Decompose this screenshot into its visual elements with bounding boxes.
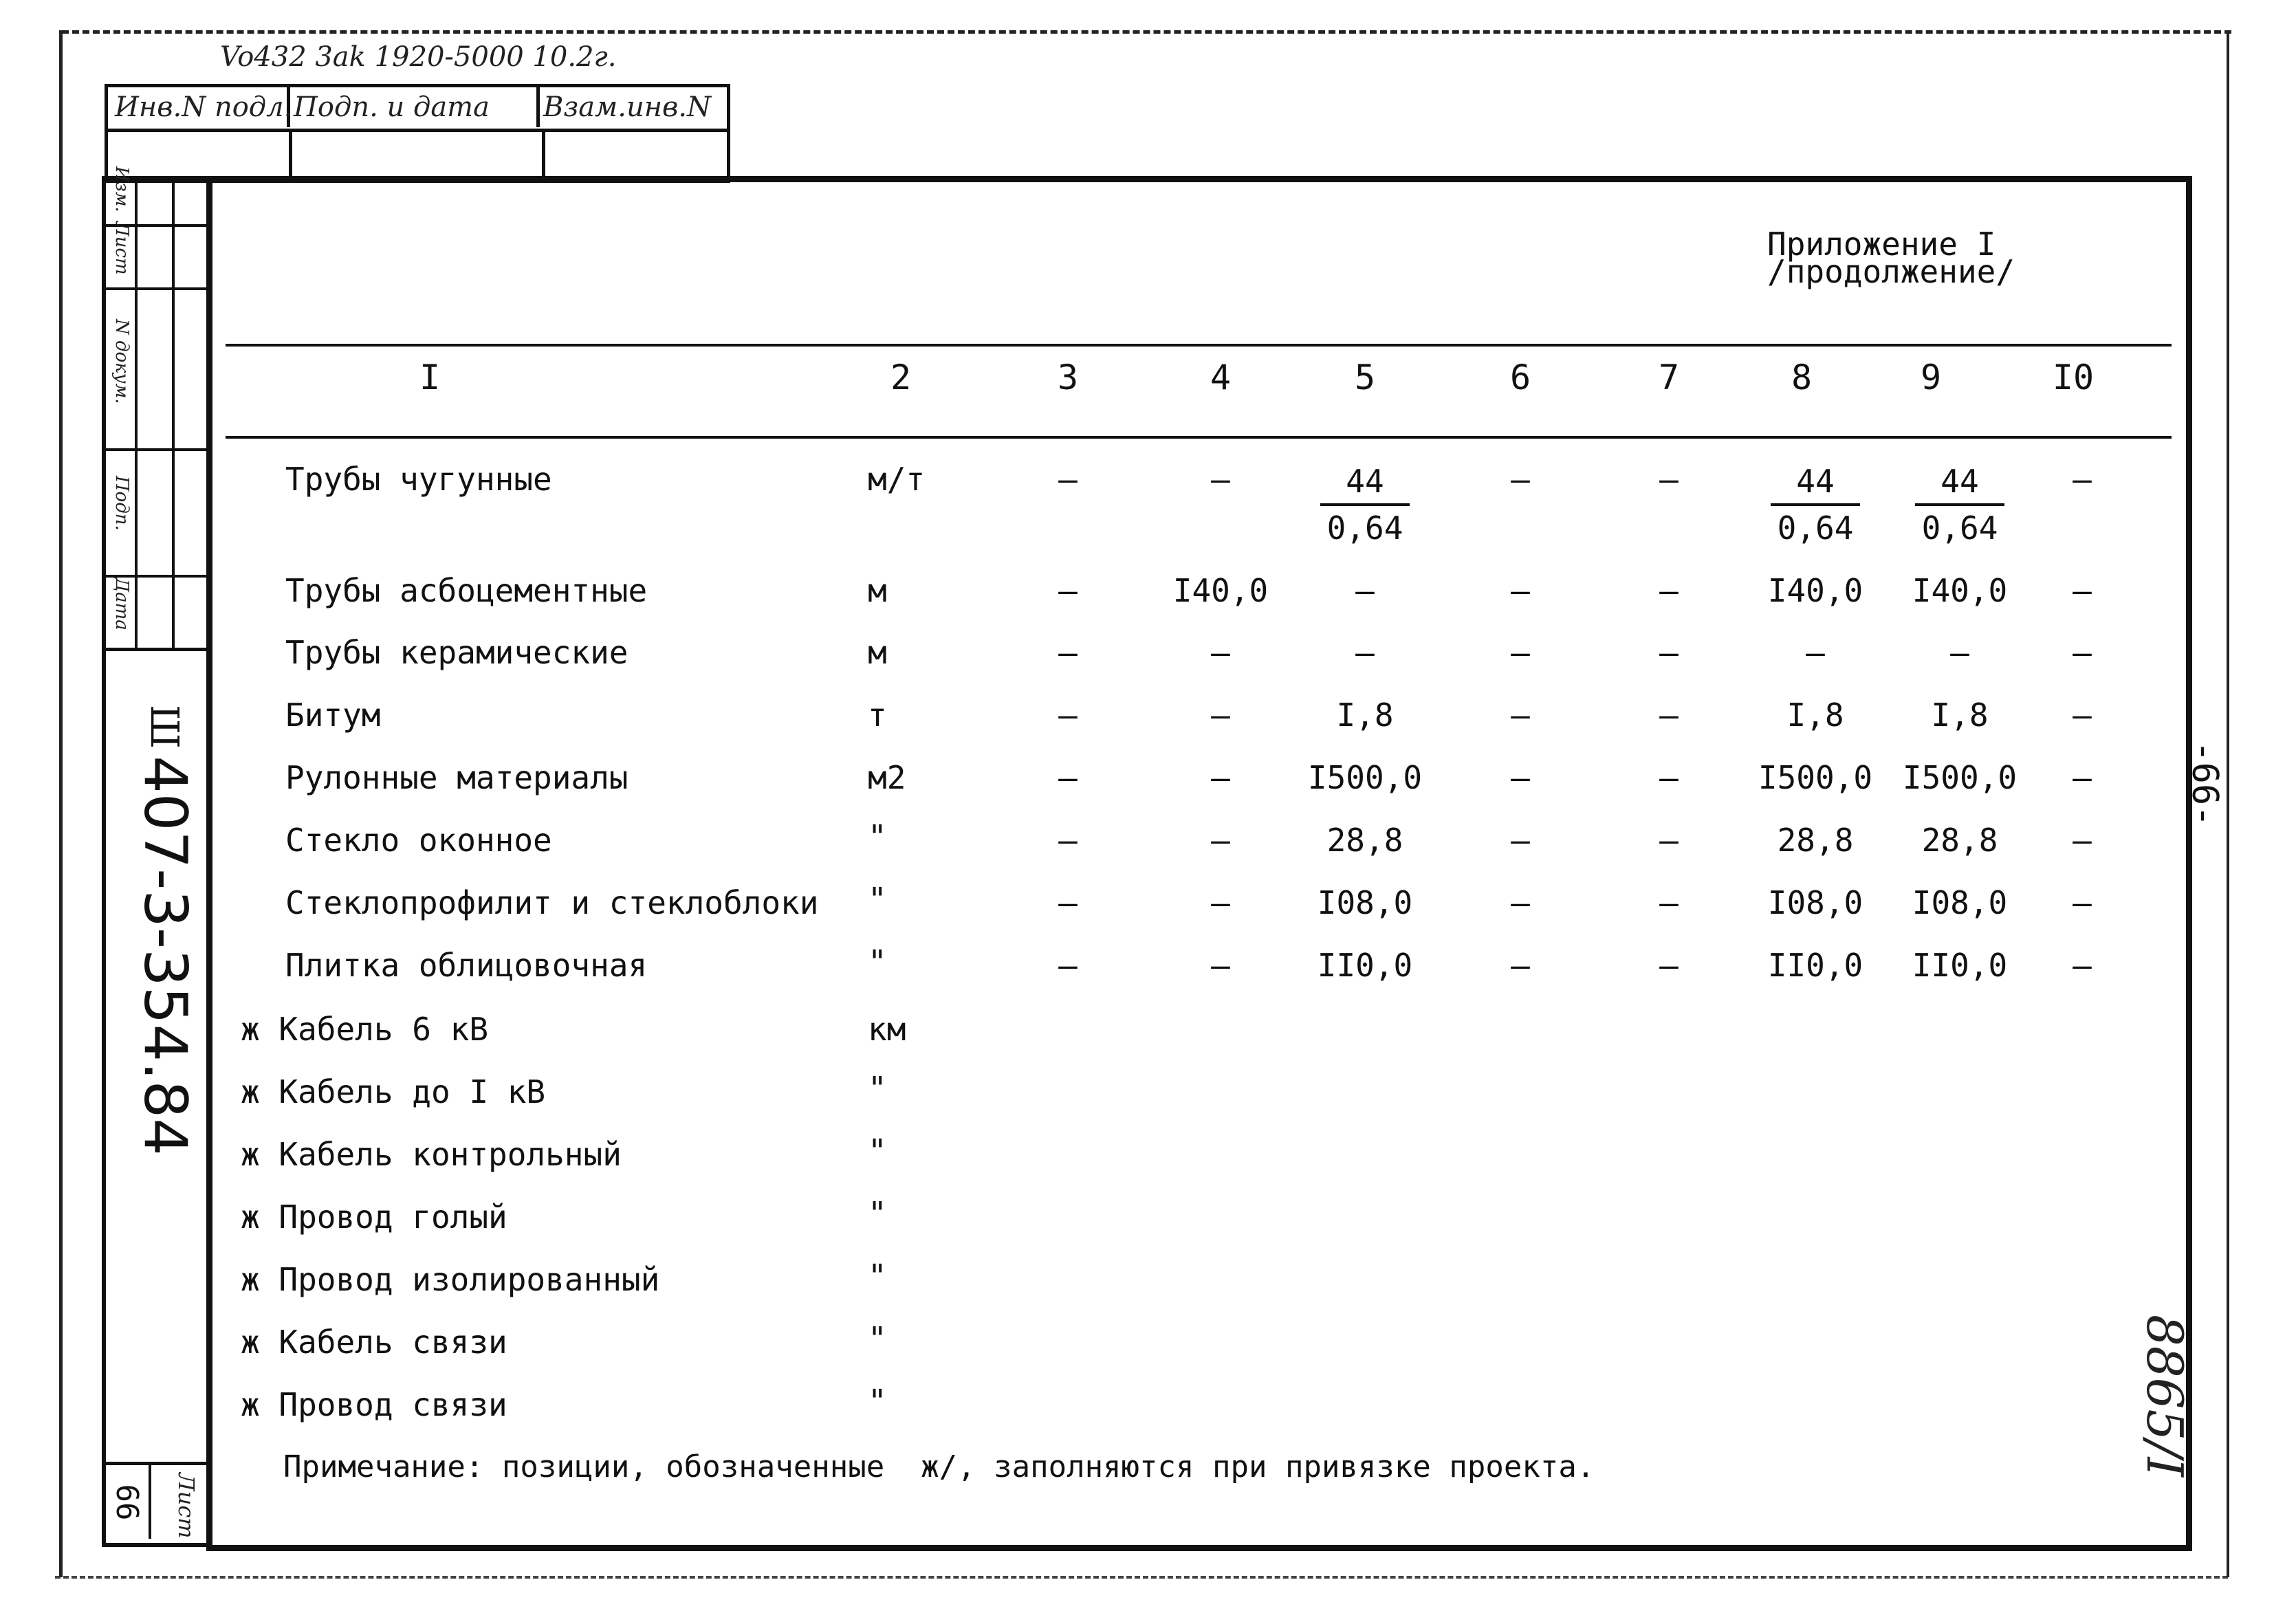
row-unit: м/т (868, 461, 926, 498)
row-c9: – (1950, 634, 1969, 671)
row-unit: т (868, 696, 887, 734)
row-name: ж Провод голый (241, 1198, 507, 1236)
row-unit: км (868, 1011, 906, 1048)
sheet-top-edge (62, 30, 2231, 34)
row-c5: I,8 (1336, 696, 1394, 734)
row-c6: – (1511, 696, 1530, 734)
row-c9: 28,8 (1921, 822, 1998, 859)
col-header-3: 3 (1057, 358, 1079, 397)
strip-label-doc: N докум. (111, 319, 132, 404)
row-c7: – (1659, 822, 1679, 859)
sheet-right-edge (2227, 30, 2229, 1577)
col-header-10: I0 (2052, 358, 2095, 397)
row-c8: I500,0 (1758, 759, 1873, 796)
row-name: Стекло оконное (285, 822, 552, 859)
row-name: ж Провод изолированный (241, 1261, 660, 1298)
row-c4: – (1211, 947, 1230, 984)
row-c9-num: 44 (1915, 459, 2004, 506)
row-unit: " (868, 1195, 887, 1232)
row-c9: I,8 (1931, 696, 1989, 734)
row-unit: " (868, 1383, 887, 1420)
row-c8-den: 0,64 (1777, 509, 1854, 547)
row-c10: – (2073, 461, 2092, 498)
row-c5: 28,8 (1326, 822, 1403, 859)
project-code: 407-3-354.84 (131, 756, 199, 1156)
row-c6: – (1511, 572, 1530, 609)
appendix-line-2: /продолжение/ (1767, 253, 2015, 290)
row-c10: – (2073, 947, 2092, 984)
row-c7: – (1659, 634, 1679, 671)
footnote: Примечание: позиции, обозначенные ж/, заполняются при привязке проекта. (283, 1449, 1595, 1484)
row-c5: I500,0 (1307, 759, 1423, 796)
row-c6: – (1511, 947, 1530, 984)
row-c3: – (1058, 696, 1078, 734)
sheet-number: 66 (109, 1484, 144, 1521)
row-c8: I,8 (1786, 696, 1844, 734)
col-header-9: 9 (1920, 358, 1942, 397)
row-c3: – (1058, 947, 1078, 984)
row-c10: – (2073, 634, 2092, 671)
col-header-8: 8 (1791, 358, 1813, 397)
col-header-4: 4 (1210, 358, 1232, 397)
row-unit: " (868, 1258, 887, 1295)
row-c5: – (1355, 572, 1375, 609)
row-c6: – (1511, 759, 1530, 796)
row-c7: – (1659, 947, 1679, 984)
col-header-7: 7 (1658, 358, 1680, 397)
col-header-5: 5 (1354, 358, 1376, 397)
appendix-line-1: Приложение I (1767, 226, 1996, 263)
row-c5: II0,0 (1317, 947, 1413, 984)
row-c6: – (1511, 634, 1530, 671)
row-c10: – (2073, 759, 2092, 796)
row-c4: I40,0 (1172, 572, 1269, 609)
archive-number: 8865/I (2136, 1315, 2194, 1477)
row-c7: – (1659, 461, 1679, 498)
row-unit: " (868, 818, 887, 855)
sheet-label: Лист (173, 1473, 199, 1539)
row-unit: " (868, 943, 887, 980)
sheet-bottom-edge (55, 1576, 2228, 1579)
row-c4: – (1211, 822, 1230, 859)
row-c10: – (2073, 572, 2092, 609)
row-c7: – (1659, 884, 1679, 921)
row-c10: – (2073, 884, 2092, 921)
row-c7: – (1659, 759, 1679, 796)
row-c5: I08,0 (1317, 884, 1413, 921)
row-c6: – (1511, 884, 1530, 921)
row-c3: – (1058, 759, 1078, 796)
strip-label-izm: Изм. (111, 166, 132, 212)
stamp-header-replace: Взам.инв.N (543, 91, 712, 123)
row-c9: I40,0 (1912, 572, 2008, 609)
row-c4: – (1211, 634, 1230, 671)
row-c3: – (1058, 884, 1078, 921)
row-unit: " (868, 881, 887, 918)
row-c5-num: 44 (1320, 459, 1410, 506)
row-c8: I40,0 (1767, 572, 1863, 609)
row-c9: I08,0 (1912, 884, 2008, 921)
row-name: Стеклопрофилит и стеклоблоки (285, 884, 819, 921)
row-c8: – (1806, 634, 1825, 671)
row-c8: I08,0 (1767, 884, 1863, 921)
row-c8-fraction (1747, 459, 1884, 550)
row-c8: II0,0 (1767, 947, 1863, 984)
row-name: Трубы чугунные (285, 461, 552, 498)
row-c8: 28,8 (1777, 822, 1854, 859)
strip-label-list: Лист (111, 221, 132, 275)
row-c9: II0,0 (1912, 947, 2008, 984)
row-c3: – (1058, 634, 1078, 671)
row-unit: м (868, 634, 887, 671)
row-c3: – (1058, 461, 1078, 498)
stamp-header-inv: Инв.N подл. (108, 87, 290, 127)
row-name: ж Кабель до I кВ (241, 1073, 546, 1110)
row-name: Трубы керамические (285, 634, 628, 671)
row-unit: " (868, 1132, 887, 1170)
row-c6: – (1511, 461, 1530, 498)
row-name: ж Провод связи (241, 1386, 507, 1423)
row-c10: – (2073, 822, 2092, 859)
approval-stamp (105, 84, 730, 183)
row-name: Плитка облицовочная (285, 947, 648, 984)
row-c4: – (1211, 696, 1230, 734)
row-unit: м2 (868, 759, 906, 796)
row-c4: – (1211, 461, 1230, 498)
row-c7: – (1659, 696, 1679, 734)
appendix-title (1767, 226, 2015, 290)
row-unit: " (868, 1320, 887, 1357)
series-label: Ш (142, 705, 186, 749)
sheet-left-edge (59, 30, 63, 1577)
row-c6: – (1511, 822, 1530, 859)
row-name: ж Кабель связи (241, 1324, 507, 1361)
row-c5-den: 0,64 (1326, 509, 1403, 547)
row-c5-fraction (1296, 459, 1434, 550)
row-c4: – (1211, 759, 1230, 796)
strip-label-date: Дата (111, 578, 132, 630)
row-c4: – (1211, 884, 1230, 921)
handwritten-note: Vo432 3ak 1920-5000 10.2г. (220, 41, 617, 73)
page-mark: -66- (2184, 740, 2225, 827)
header-top-rule (226, 344, 2172, 347)
stamp-header-sign: Подп. и дата (287, 87, 540, 127)
row-c10: – (2073, 696, 2092, 734)
row-name: Битум (285, 696, 381, 734)
row-c3: – (1058, 572, 1078, 609)
row-name: Рулонные материалы (285, 759, 628, 796)
header-bottom-rule (226, 436, 2172, 439)
strip-label-sign: Подп. (111, 476, 132, 531)
col-header-1: I (419, 358, 441, 397)
row-unit: " (868, 1070, 887, 1107)
row-name: Трубы асбоцементные (285, 572, 648, 609)
row-c3: – (1058, 822, 1078, 859)
row-unit: м (868, 572, 887, 609)
row-name: ж Кабель 6 кВ (241, 1011, 489, 1048)
row-name: ж Кабель контрольный (241, 1136, 622, 1173)
row-c5: – (1355, 634, 1375, 671)
row-c9-den: 0,64 (1921, 509, 1998, 547)
row-c8-num: 44 (1771, 459, 1860, 506)
row-c9: I500,0 (1902, 759, 2018, 796)
col-header-6: 6 (1509, 358, 1531, 397)
col-header-2: 2 (890, 358, 912, 397)
row-c7: – (1659, 572, 1679, 609)
